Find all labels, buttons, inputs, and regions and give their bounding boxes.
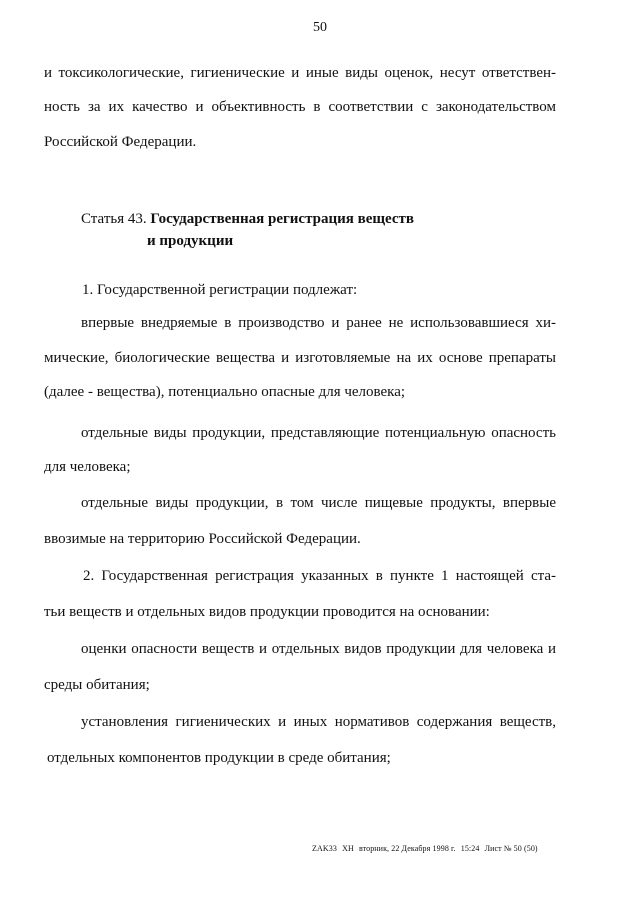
paragraph-line: 1. Государственной регистрации подлежат: (82, 282, 358, 298)
footer-stamp (312, 844, 541, 853)
footer-mark: XH (342, 844, 354, 853)
footer-sheet: Лист № 50 (50) (484, 844, 538, 853)
article-heading (81, 208, 414, 252)
intro-line: Российской Федерации. (44, 134, 197, 150)
paragraph-line: отдельные виды продукции, представляющие потенциальную опасность (81, 425, 556, 441)
footer-date: вторник, 22 Декабря 1998 г. (358, 844, 456, 853)
paragraph-line: впервые внедряемые в производство и ранее не использовавшиеся хи- (81, 315, 556, 331)
intro-line: и токсикологические, гигиенические и иные виды оценок, несут ответствен- (44, 65, 556, 81)
paragraph-line: тьи веществ и отдельных видов продукции проводится на основании: (44, 604, 490, 620)
paragraph-line: установления гигиенических и иных нормативов содержания веществ, (81, 714, 556, 730)
article-title-line2: и продукции (147, 233, 234, 249)
page-number: 50 (313, 20, 327, 35)
paragraph-line: среды обитания; (44, 677, 150, 693)
intro-line: ность за их качество и объективность в соответствии с законодательством (44, 99, 556, 115)
paragraph-line: мические, биологические вещества и изготовляемые на их основе препараты (44, 350, 556, 366)
paragraph-line: отдельные виды продукции, в том числе пищевые продукты, впервые (81, 495, 556, 511)
paragraph-line: 2. Государственная регистрация указанных в пункте 1 настоящей ста- (83, 568, 556, 584)
footer-code: ZAK33 (312, 844, 337, 853)
article-title-line1: Государственная регистрация веществ (150, 211, 415, 227)
footer-time: 15:24 (460, 844, 480, 853)
article-number: Статья 43. (81, 211, 147, 227)
paragraph-line: (далее - вещества), потенциально опасные для человека; (44, 384, 406, 400)
paragraph-line: отдельных компонентов продукции в среде обитания; (47, 750, 391, 766)
paragraph-line: для человека; (44, 459, 131, 475)
paragraph-line: оценки опасности веществ и отдельных видов продукции для человека и (81, 641, 556, 657)
paragraph-line: ввозимые на территорию Российской Федерации. (44, 531, 361, 547)
